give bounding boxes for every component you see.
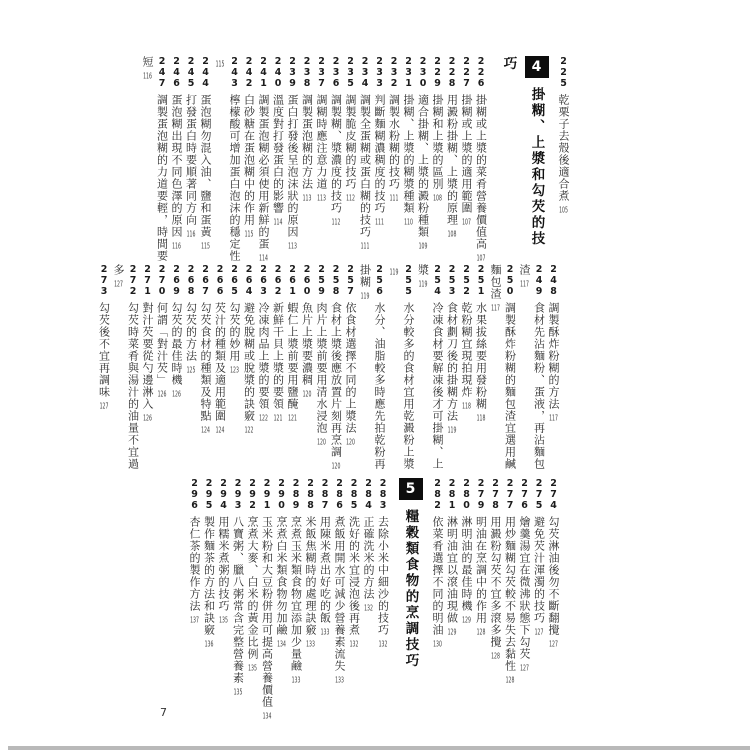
entry-title: 食材先沾麵粉、蛋液，再沾麵包渣 bbox=[518, 264, 546, 470]
entry-number: 293 bbox=[232, 478, 244, 511]
entry-title: 乾粉糊宜現拍現炸 bbox=[460, 302, 473, 398]
entry-page-number: 132 bbox=[378, 640, 388, 648]
toc-entry bbox=[332, 478, 347, 740]
toc-entry bbox=[169, 56, 184, 262]
entry-number: 272 bbox=[127, 264, 139, 297]
section-header bbox=[495, 56, 551, 262]
entry-number: 255 bbox=[403, 264, 414, 297]
entry-title: 調製蛋泡糊的方法 bbox=[300, 94, 314, 190]
entry-page-number: 121 bbox=[288, 414, 297, 422]
entry-title: 調製糊、漿濃度的技巧 bbox=[329, 94, 343, 214]
entry-page-number: 115 bbox=[215, 60, 225, 68]
entry-number: 276 bbox=[519, 478, 530, 511]
entry-title: 淋明油宜以滾油現做 bbox=[445, 516, 459, 624]
entry-page-number: 108 bbox=[433, 194, 442, 202]
entry-page-number: 127 bbox=[99, 402, 109, 410]
toc-entry bbox=[531, 478, 546, 740]
toc-entry bbox=[169, 264, 184, 480]
entry-page-number: 111 bbox=[360, 242, 370, 250]
entry-page-number: 134 bbox=[277, 640, 286, 648]
section-header bbox=[397, 478, 425, 740]
entry-title: 判斷麵糊濃稠度的技巧 bbox=[373, 94, 386, 214]
entry-title: 避免脫糊或脫漿的訣竅 bbox=[242, 302, 256, 422]
entry-title: 調製酥炸粉糊的麵包渣宜選用鹹麵包渣 bbox=[489, 264, 517, 470]
entry-page-number: 120 bbox=[302, 390, 312, 398]
toc-entry bbox=[357, 264, 386, 480]
entry-page-number: 122 bbox=[259, 414, 268, 422]
toc-entry bbox=[328, 56, 343, 262]
entry-title: 勾芡的最佳時機 bbox=[170, 302, 183, 386]
entry-title: 烹煮玉米類食物宜添加少量鹼 bbox=[289, 516, 303, 672]
toc-entry bbox=[270, 56, 285, 262]
toc-entry bbox=[386, 56, 401, 262]
toc-entry bbox=[299, 56, 314, 262]
toc-entry bbox=[415, 56, 430, 262]
entry-title: 調製蛋泡糊必須使用新鮮的蛋 bbox=[257, 94, 270, 250]
entry-number: 229 bbox=[432, 56, 443, 89]
entry-number: 291 bbox=[261, 478, 273, 511]
entry-number: 240 bbox=[272, 56, 284, 89]
entry-title: 去除小米中細沙的技巧 bbox=[376, 516, 390, 636]
entry-page-number: 111 bbox=[375, 218, 384, 226]
entry-page-number: 105 bbox=[559, 206, 568, 214]
entry-title: 新鮮干貝上漿的要領 bbox=[271, 302, 285, 410]
toc-entry bbox=[274, 478, 289, 740]
toc-entry bbox=[357, 56, 372, 262]
toc-entry bbox=[502, 478, 517, 740]
entry-number: 271 bbox=[142, 264, 153, 297]
entry-page-number: 113 bbox=[302, 194, 312, 202]
entry-number: 245 bbox=[185, 56, 197, 89]
entry-page-number: 119 bbox=[360, 292, 370, 300]
entry-page-number: 115 bbox=[244, 230, 254, 238]
toc-entry bbox=[459, 264, 474, 480]
entry-number: 247 bbox=[156, 56, 168, 89]
toc-entry bbox=[346, 478, 361, 740]
toc-entry bbox=[241, 264, 256, 480]
entry-title: 適合掛糊、上漿的澱粉種類 bbox=[416, 94, 430, 238]
entry-title: 掛糊、上漿的糊漿種類 bbox=[402, 94, 415, 214]
entry-number: 290 bbox=[276, 478, 287, 511]
entry-page-number: 122 bbox=[244, 426, 254, 434]
entry-title: 明油在烹調中的作用 bbox=[474, 516, 488, 624]
entry-title: 乾栗子去殼後適合煮 bbox=[557, 94, 570, 202]
entry-title: 調製水粉糊的技巧 bbox=[387, 94, 401, 190]
entry-number: 233 bbox=[374, 56, 385, 89]
toc-entry bbox=[241, 56, 256, 262]
entry-number: 296 bbox=[189, 478, 200, 511]
entry-title: 溫度對打發蛋白的影響 bbox=[271, 94, 285, 214]
entry-number: 250 bbox=[504, 264, 516, 297]
entry-number: 226 bbox=[475, 56, 487, 89]
entry-number: 284 bbox=[363, 478, 374, 511]
entry-title: 勾芡的妙用 bbox=[228, 302, 241, 362]
toc-entry bbox=[556, 56, 571, 262]
toc-entry bbox=[375, 478, 390, 740]
toc-entry bbox=[372, 56, 387, 262]
entry-number: 254 bbox=[432, 264, 443, 297]
entry-page-number: 135 bbox=[233, 688, 243, 696]
entry-title: 掛糊或上漿的菜肴營養價值高 bbox=[474, 94, 488, 250]
toc-entry bbox=[96, 264, 111, 480]
entry-number: 231 bbox=[403, 56, 414, 89]
entry-number: 283 bbox=[377, 478, 389, 511]
entry-number: 230 bbox=[417, 56, 429, 89]
entry-title: 正確洗米的方法 bbox=[362, 516, 375, 600]
toc-entry bbox=[517, 264, 546, 480]
entry-page-number: 128 bbox=[505, 676, 515, 684]
entry-title: 製作麵茶的方法和訣竅 bbox=[202, 516, 216, 636]
entry-title: 用澱粉勾芡不宜多滾多攪 bbox=[489, 516, 502, 648]
entry-number: 265 bbox=[229, 264, 240, 297]
entry-number: 228 bbox=[446, 56, 458, 89]
entry-title: 勾芡後不宜再調味 bbox=[97, 302, 111, 398]
entry-page-number: 127 bbox=[520, 664, 529, 672]
entry-number: 292 bbox=[247, 478, 258, 511]
entry-title: 肉片上漿前要用清水浸泡 bbox=[315, 302, 328, 434]
entry-title: 調製酥炸粉糊的方法 bbox=[547, 302, 560, 410]
entry-number: 260 bbox=[301, 264, 313, 297]
entry-number: 248 bbox=[548, 264, 559, 297]
entry-page-number: 113 bbox=[288, 242, 297, 250]
entry-number: 273 bbox=[98, 264, 110, 297]
entry-number: 235 bbox=[345, 56, 356, 89]
toc-band-1 bbox=[140, 56, 571, 262]
entry-number: 285 bbox=[348, 478, 360, 511]
entry-number: 269 bbox=[171, 264, 182, 297]
toc-entry bbox=[401, 56, 416, 262]
entry-page-number: 121 bbox=[273, 414, 283, 422]
entry-page-number: 116 bbox=[143, 72, 152, 80]
toc-entry bbox=[216, 478, 231, 740]
toc-entry bbox=[212, 56, 241, 262]
entry-page-number: 128 bbox=[476, 628, 486, 636]
entry-page-number: 135 bbox=[248, 664, 257, 672]
entry-number: 237 bbox=[316, 56, 327, 89]
entry-page-number: 132 bbox=[364, 604, 373, 612]
scan-edge-shadow bbox=[8, 746, 750, 750]
entry-page-number: 132 bbox=[349, 640, 359, 648]
entry-page-number: 123 bbox=[230, 366, 239, 374]
entry-number: 246 bbox=[171, 56, 182, 89]
entry-title: 勾芡食材的種類及特點 bbox=[199, 302, 212, 422]
toc-entry bbox=[343, 264, 358, 480]
entry-page-number: 120 bbox=[346, 438, 355, 446]
entry-title: 芡汁的種類及適用範圍 bbox=[213, 302, 227, 422]
toc-entry bbox=[415, 264, 444, 480]
entry-number: 281 bbox=[446, 478, 458, 511]
entry-page-number: 117 bbox=[549, 414, 558, 422]
toc-entry bbox=[314, 264, 329, 480]
entry-number: 249 bbox=[533, 264, 545, 297]
toc-entry bbox=[270, 264, 285, 480]
entry-page-number: 124 bbox=[215, 426, 225, 434]
entry-page-number: 110 bbox=[404, 218, 413, 226]
entry-number: 242 bbox=[243, 56, 255, 89]
entry-title: 勾芡的方法 bbox=[184, 302, 198, 362]
entry-number: 286 bbox=[334, 478, 345, 511]
entry-number: 275 bbox=[533, 478, 545, 511]
entry-title: 依菜肴選擇不同的明油 bbox=[431, 516, 444, 636]
entry-title: 冷凍肉品上漿的要領 bbox=[257, 302, 270, 410]
entry-page-number: 129 bbox=[462, 616, 471, 624]
entry-number: 234 bbox=[359, 56, 371, 89]
entry-number: 295 bbox=[203, 478, 215, 511]
entry-number: 277 bbox=[504, 478, 516, 511]
entry-number: 252 bbox=[461, 264, 472, 297]
entry-page-number: 118 bbox=[476, 414, 486, 422]
entry-title: 冷凍食材要解凍後才可掛糊、上漿 bbox=[416, 264, 444, 470]
entry-number: 236 bbox=[330, 56, 342, 89]
entry-number: 266 bbox=[214, 264, 226, 297]
toc-entry bbox=[285, 264, 300, 480]
entry-page-number: 108 bbox=[447, 230, 457, 238]
entry-number: 259 bbox=[316, 264, 327, 297]
entry-page-number: 128 bbox=[491, 652, 500, 660]
entry-number: 264 bbox=[243, 264, 255, 297]
toc-entry bbox=[546, 264, 561, 480]
entry-title: 食材上漿後應放置片刻再烹調 bbox=[329, 302, 343, 458]
toc-entry bbox=[198, 56, 213, 262]
entry-page-number: 113 bbox=[317, 194, 326, 202]
entry-title: 魚片上漿要濃稠 bbox=[300, 302, 314, 386]
entry-page-number: 134 bbox=[262, 712, 272, 720]
folio-page-number: 7 bbox=[160, 706, 168, 719]
entry-number: 282 bbox=[432, 478, 443, 511]
entry-number: 280 bbox=[461, 478, 472, 511]
entry-number: 274 bbox=[548, 478, 559, 511]
toc-entry bbox=[198, 264, 213, 480]
toc-entry bbox=[444, 56, 459, 262]
entry-number: 232 bbox=[388, 56, 400, 89]
toc-entry bbox=[227, 264, 242, 480]
toc-entry bbox=[212, 264, 227, 480]
entry-page-number: 117 bbox=[491, 304, 500, 312]
toc-entry bbox=[256, 264, 271, 480]
entry-page-number: 133 bbox=[335, 676, 344, 684]
entry-title: 燴羹湯宜在微沸狀態下勾芡 bbox=[518, 516, 531, 660]
toc-entry bbox=[259, 478, 274, 740]
entry-title: 對汁芡要從勺邊淋入 bbox=[141, 302, 154, 410]
toc-entry bbox=[140, 56, 169, 262]
toc-entry bbox=[288, 478, 303, 740]
entry-page-number: 124 bbox=[201, 426, 210, 434]
entry-page-number: 112 bbox=[331, 218, 341, 226]
toc-entry bbox=[386, 264, 415, 480]
entry-number: 261 bbox=[287, 264, 298, 297]
entry-page-number: 119 bbox=[418, 280, 428, 288]
entry-title: 調製蛋泡糊的力道要輕，時間要短 bbox=[141, 56, 169, 262]
entry-page-number: 116 bbox=[186, 230, 196, 238]
entry-title: 淋明油的最佳時機 bbox=[460, 516, 473, 612]
entry-title: 蝦仁上漿前要用鹽醃 bbox=[286, 302, 299, 410]
toc-entry bbox=[285, 56, 300, 262]
entry-page-number: 120 bbox=[331, 462, 341, 470]
entry-title: 調製脆皮糊的技巧 bbox=[344, 94, 357, 190]
entry-title: 蛋白打發後呈泡沫狀的原因 bbox=[286, 94, 299, 238]
entry-number: 262 bbox=[272, 264, 284, 297]
entry-page-number: 107 bbox=[476, 254, 486, 262]
entry-title: 依食材選擇不同的上漿法 bbox=[344, 302, 357, 434]
toc-entry bbox=[517, 478, 532, 740]
toc-band-3 bbox=[187, 478, 561, 740]
entry-title: 烹煮大麥、白米的黃金比例 bbox=[246, 516, 259, 660]
entry-number: 251 bbox=[475, 264, 487, 297]
entry-title: 水分較多的食材宜用乾澱粉上漿 bbox=[402, 302, 415, 470]
toc-band-2 bbox=[96, 264, 560, 480]
toc-entry bbox=[187, 478, 202, 740]
entry-page-number: 116 bbox=[172, 242, 181, 250]
entry-number: 257 bbox=[345, 264, 356, 297]
entry-page-number: 133 bbox=[320, 628, 330, 636]
entry-title: 用炒麵糊勾芡較不易失去黏性 bbox=[503, 516, 517, 672]
section-title: 糧穀類食物的烹調技巧 bbox=[402, 509, 419, 669]
toc-entry bbox=[303, 478, 318, 740]
section-number-badge: 4 bbox=[525, 56, 549, 78]
entry-title: 調製全蛋糊或蛋白糊的技巧 bbox=[358, 94, 372, 238]
toc-entry bbox=[430, 56, 445, 262]
toc-entry bbox=[230, 478, 245, 740]
toc-entry bbox=[314, 56, 329, 262]
entry-number: 258 bbox=[330, 264, 342, 297]
entry-number: 263 bbox=[258, 264, 269, 297]
entry-page-number: 114 bbox=[273, 218, 283, 226]
entry-number: 253 bbox=[446, 264, 458, 297]
toc-entry bbox=[183, 56, 198, 262]
entry-page-number: 136 bbox=[204, 640, 214, 648]
section-title: 掛糊、上漿和勾芡的技巧 bbox=[500, 56, 545, 247]
entry-title: 掛糊和上漿的區別 bbox=[431, 94, 444, 190]
entry-page-number: 137 bbox=[190, 616, 199, 624]
entry-title: 米飯焦糊時的處理訣竅 bbox=[304, 516, 317, 636]
entry-number: 288 bbox=[305, 478, 316, 511]
entry-number: 268 bbox=[185, 264, 197, 297]
toc-entry bbox=[361, 478, 376, 740]
entry-page-number: 120 bbox=[317, 438, 326, 446]
section-number-badge: 5 bbox=[399, 478, 423, 500]
toc-entry bbox=[299, 264, 314, 480]
entry-page-number: 133 bbox=[291, 676, 301, 684]
entry-title: 調糊時應注意力道 bbox=[315, 94, 328, 190]
entry-number: 267 bbox=[200, 264, 211, 297]
toc-entry bbox=[488, 478, 503, 740]
entry-page-number: 115 bbox=[201, 242, 210, 250]
entry-page-number: 130 bbox=[433, 640, 442, 648]
entry-number: 225 bbox=[558, 56, 569, 89]
toc-entry bbox=[183, 264, 198, 480]
toc-entry bbox=[430, 478, 445, 740]
toc-entry bbox=[317, 478, 332, 740]
entry-title: 蛋泡糊出現不同色澤的原因 bbox=[170, 94, 183, 238]
entry-page-number: 127 bbox=[534, 628, 544, 636]
toc-entry bbox=[140, 264, 155, 480]
entry-title: 檸檬酸可增加蛋白泡沫的穩定性 bbox=[228, 94, 241, 262]
toc-entry bbox=[459, 56, 474, 262]
entry-number: 289 bbox=[290, 478, 302, 511]
toc-entry bbox=[473, 264, 488, 480]
entry-page-number: 117 bbox=[520, 280, 529, 288]
entry-page-number: 119 bbox=[447, 426, 457, 434]
entry-title: 勾芡時菜肴與湯汁的油量不宜過多 bbox=[112, 264, 140, 470]
entry-number: 256 bbox=[374, 264, 385, 297]
toc-entry bbox=[328, 264, 343, 480]
entry-title: 烹煮白米類食物勿加鹼 bbox=[275, 516, 288, 636]
entry-page-number: 126 bbox=[157, 390, 167, 398]
entry-title: 水果拔絲要用發粉糊 bbox=[474, 302, 488, 410]
toc-entry bbox=[256, 56, 271, 262]
entry-page-number: 126 bbox=[172, 390, 181, 398]
toc-entry bbox=[154, 264, 169, 480]
toc-entry bbox=[444, 478, 459, 740]
entry-number: 239 bbox=[287, 56, 298, 89]
entry-title: 用糯米煮粥的技巧 bbox=[217, 516, 230, 612]
entry-title: 用陳米煮出好吃的飯 bbox=[318, 516, 332, 624]
toc-entry bbox=[473, 56, 488, 262]
entry-page-number: 112 bbox=[346, 194, 355, 202]
entry-title: 煮飯用開水可減少營養素流失 bbox=[333, 516, 346, 672]
entry-page-number: 125 bbox=[186, 366, 196, 374]
toc-entry bbox=[111, 264, 140, 480]
entry-title: 水分、油脂較多時應先拍乾粉再掛糊 bbox=[358, 264, 386, 470]
toc-entry bbox=[343, 56, 358, 262]
entry-page-number: 126 bbox=[143, 414, 152, 422]
entry-title: 白砂糖在蛋泡糊中的作用 bbox=[242, 94, 256, 226]
toc-entry bbox=[245, 478, 260, 740]
entry-number: 244 bbox=[200, 56, 211, 89]
entry-page-number: 118 bbox=[462, 402, 471, 410]
toc-entry bbox=[201, 478, 216, 740]
entry-title: 避免芡汁渾濁的技巧 bbox=[532, 516, 546, 624]
entry-number: 243 bbox=[229, 56, 240, 89]
entry-number: 227 bbox=[461, 56, 472, 89]
entry-title: 何謂「對汁芡」 bbox=[155, 302, 169, 386]
entry-title: 洗好的米宜浸泡後再煮 bbox=[347, 516, 361, 636]
entry-number: 238 bbox=[301, 56, 313, 89]
entry-title: 食材劃刀後的掛糊方法 bbox=[445, 302, 459, 422]
entry-page-number: 114 bbox=[259, 254, 268, 262]
toc-entry bbox=[444, 264, 459, 480]
toc-entry bbox=[459, 478, 474, 740]
entry-page-number: 111 bbox=[389, 194, 399, 202]
entry-title: 蛋泡糊勿混入油、鹽和蛋黃 bbox=[199, 94, 212, 238]
entry-number: 279 bbox=[475, 478, 487, 511]
entry-title: 玉米粉和大豆粉併用可提高營養價值 bbox=[260, 516, 274, 708]
entry-title: 八寶粥、臘八粥常含完整營養素 bbox=[231, 516, 245, 684]
toc-entry bbox=[473, 478, 488, 740]
toc-entry bbox=[488, 264, 517, 480]
entry-title: 掛糊或上漿的適用範圍 bbox=[460, 94, 473, 214]
entry-title: 杏仁茶的製作方法 bbox=[188, 516, 201, 612]
entry-title: 打發蛋白時要順著同方向 bbox=[184, 94, 198, 226]
entry-page-number: 133 bbox=[306, 640, 315, 648]
entry-number: 270 bbox=[156, 264, 168, 297]
entry-number: 287 bbox=[319, 478, 331, 511]
entry-page-number: 127 bbox=[114, 280, 123, 288]
entry-page-number: 109 bbox=[418, 242, 428, 250]
toc-entry bbox=[546, 478, 561, 740]
entry-number: 294 bbox=[218, 478, 229, 511]
entry-page-number: 135 bbox=[219, 616, 228, 624]
entry-page-number: 129 bbox=[447, 628, 457, 636]
entry-number: 278 bbox=[490, 478, 501, 511]
entry-page-number: 119 bbox=[389, 268, 399, 276]
entry-page-number: 107 bbox=[462, 218, 471, 226]
entry-page-number: 127 bbox=[549, 640, 558, 648]
entry-title: 勾芡淋油後勿不斷翻攪 bbox=[547, 516, 560, 636]
entry-number: 241 bbox=[258, 56, 269, 89]
entry-title: 用澱粉掛糊、上漿的原理 bbox=[445, 94, 459, 226]
